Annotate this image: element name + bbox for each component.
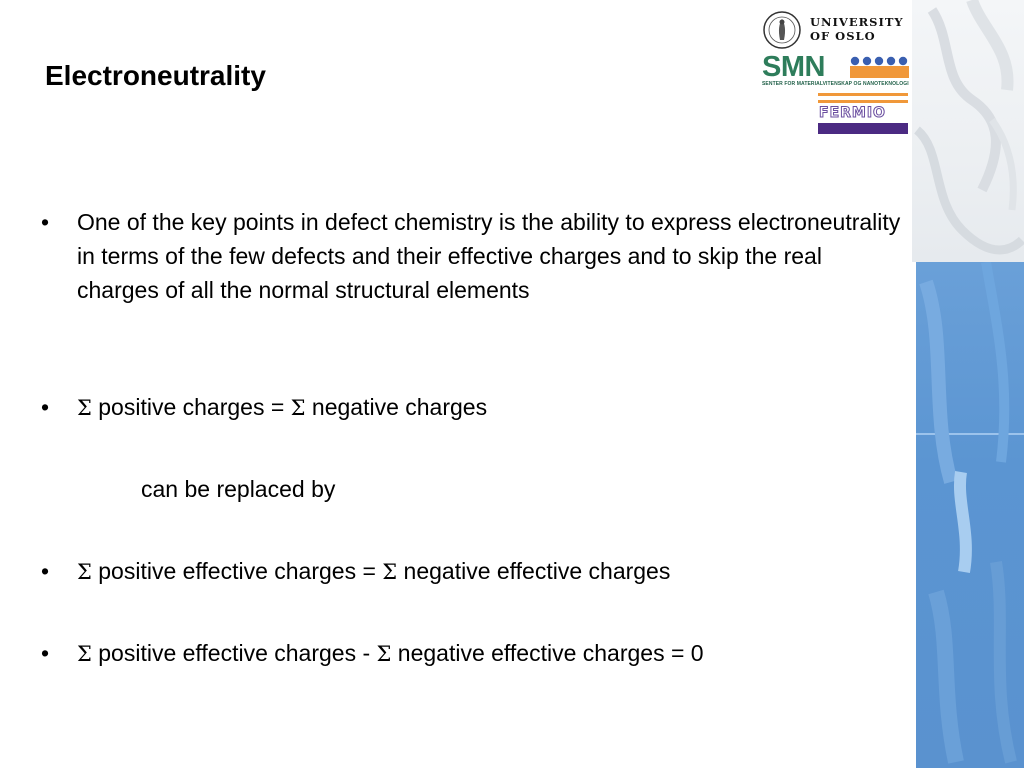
indented-text: can be replaced by — [141, 476, 336, 502]
uio-line-2: OF OSLO — [810, 29, 876, 43]
bullet-marker: • — [41, 558, 50, 584]
sigma-symbol: Σ — [382, 560, 398, 584]
statue-decoration-top — [912, 0, 1024, 262]
smn-subtitle: SENTER FOR MATERIALVITENSKAP OG NANOTEKNOLOGI — [762, 81, 909, 87]
slide-title: Electroneutrality — [45, 60, 266, 91]
fermio-wordmark: FERMIO — [819, 105, 886, 121]
bullet-text — [77, 636, 902, 671]
bullet-text-part: negative effective charges = 0 — [391, 640, 704, 666]
bullet-text: One of the key points in defect chemistry is the ability to express electroneutrality in terms of the few defects and their effective charges and to skip the real charges of all the normal structural elements — [77, 209, 901, 303]
bullet-marker: • — [41, 394, 50, 420]
bullet-text-part: negative effective charges — [397, 558, 671, 584]
sigma-symbol: Σ — [376, 642, 392, 666]
sigma-symbol: Σ — [290, 396, 306, 420]
sigma-symbol: Σ — [77, 396, 92, 420]
bullet-text-part: positive charges = — [91, 394, 291, 420]
smn-wordmark: SMN — [762, 51, 825, 83]
bullet-text-part: negative charges — [305, 394, 488, 420]
bullet-text — [77, 390, 902, 425]
bullet-text-part: positive effective charges - — [91, 640, 377, 666]
bullet-text-part: positive effective charges = — [91, 558, 383, 584]
uio-line-1: UNIVERSITY — [810, 15, 904, 29]
bullet-text — [77, 554, 902, 589]
bullet-marker: • — [41, 209, 50, 235]
bullet-marker: • — [41, 640, 50, 666]
statue-decoration-bottom — [916, 262, 1024, 768]
sigma-symbol: Σ — [77, 642, 92, 666]
sigma-symbol: Σ — [77, 560, 92, 584]
